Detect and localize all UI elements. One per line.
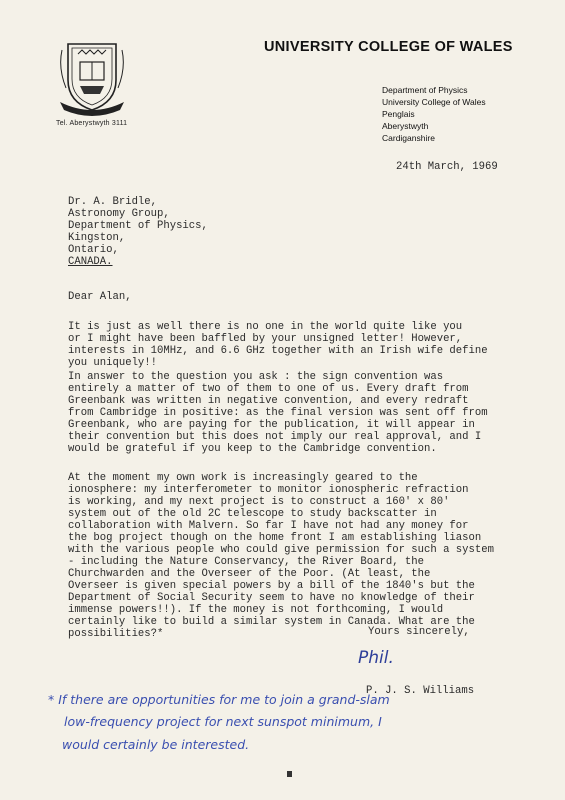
signature <box>358 648 438 672</box>
paragraph-line: you uniquely!! <box>68 357 158 369</box>
paragraph-2 <box>68 372 488 456</box>
department-line: Aberystwyth <box>382 121 429 131</box>
paragraph-3 <box>68 473 494 641</box>
handwritten-note-line: would certainly be interested. <box>62 737 250 752</box>
department-address <box>382 84 486 144</box>
paragraph-line: Overseer is given special powers by a bill of the 1840's but the <box>68 580 475 592</box>
paragraph-line: their convention but this does not imply our real approval, and I <box>68 431 482 443</box>
recipient-line: Department of Physics, <box>68 220 208 232</box>
salutation: Dear Alan, <box>68 291 132 303</box>
paragraph-line: - including the Nature Conservancy, the River Board, the <box>68 556 425 568</box>
department-line: University College of Wales <box>382 97 486 107</box>
department-line: Department of Physics <box>382 85 468 95</box>
ink-mark <box>287 771 292 777</box>
paragraph-line: Greenbank, who are paying for the publication, it will appear in <box>68 419 475 431</box>
recipient-line: Astronomy Group, <box>68 208 170 220</box>
department-line: Penglais <box>382 109 415 119</box>
paragraph-1 <box>68 322 488 370</box>
recipient-line: Ontario, <box>68 244 119 256</box>
paragraph-line: immense powers!!). If the money is not forthcoming, I would <box>68 604 444 616</box>
institution-name: UNIVERSITY COLLEGE OF WALES <box>264 39 513 55</box>
letter-date: 24th March, 1969 <box>396 161 498 173</box>
paragraph-line: Churchwarden and the Overseer of the Poor. (At least, the <box>68 568 431 580</box>
paragraph-line: At the moment my own work is increasingly geared to the <box>68 472 418 484</box>
paragraph-line: certainly like to build a similar system in Canada. What are the <box>68 616 475 628</box>
signatory-name: P. J. S. Williams <box>366 685 475 697</box>
paragraph-line: the bog project though on the home front I am establishing liason <box>68 532 482 544</box>
paragraph-line: would be grateful if you keep to the Cambridge convention. <box>68 443 437 455</box>
paragraph-line: ionosphere: my interferometer to monitor ionospheric refraction <box>68 484 469 496</box>
paragraph-line: Department of Social Security seem to have no knowledge of their <box>68 592 475 604</box>
paragraph-line: It is just as well there is no one in the world quite like you <box>68 321 463 333</box>
paragraph-line: entirely a matter of two of them to one of us. Every draft from <box>68 383 469 395</box>
signature-text: Phil. <box>358 648 394 668</box>
paragraph-line: or I might have been baffled by your unsigned letter! However, <box>68 333 463 345</box>
department-line: Cardiganshire <box>382 133 435 143</box>
paragraph-line: Greenbank was written in negative convention, and every redraft <box>68 395 469 407</box>
recipient-line: CANADA. <box>68 256 113 268</box>
paragraph-line: possibilities?* <box>68 628 164 640</box>
recipient-address <box>68 197 208 269</box>
closing: Yours sincerely, <box>368 626 470 638</box>
paragraph-line: from Cambridge in positive: as the final version was sent off from <box>68 407 488 419</box>
recipient-line: Dr. A. Bridle, <box>68 196 158 208</box>
paragraph-line: In answer to the question you ask : the sign convention was <box>68 371 444 383</box>
telephone-number: Tel. Aberystwyth 3111 <box>56 120 128 127</box>
paragraph-line: interests in 10MHz, and 6.6 GHz together with an Irish wife define <box>68 345 488 357</box>
handwritten-note-line: * If there are opportunities for me to join a grand-slam <box>48 692 390 707</box>
recipient-line: Kingston, <box>68 232 126 244</box>
handwritten-note-line: low-frequency project for next sunspot minimum, I <box>64 714 382 729</box>
college-crest-icon <box>58 38 126 116</box>
paragraph-line: with the various people who could give permission for such a system <box>68 544 494 556</box>
paragraph-line: is working, and my next project is to construct a 160' x 80' <box>68 496 450 508</box>
paragraph-line: collaboration with Malvern. So far I have not had any money for <box>68 520 469 532</box>
paragraph-line: system out of the old 2C telescope to study backscatter in <box>68 508 437 520</box>
